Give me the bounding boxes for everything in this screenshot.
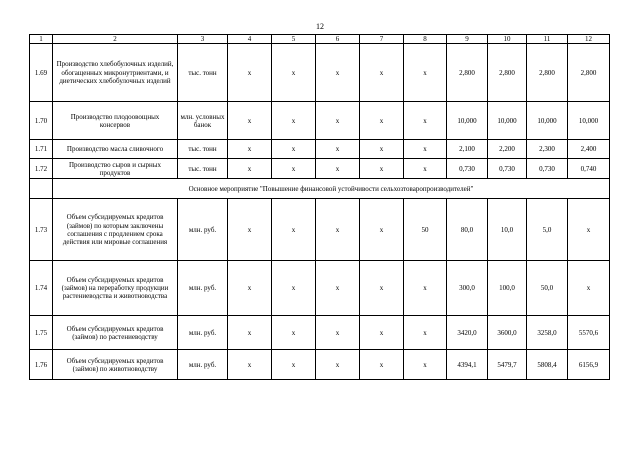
row-id: 1.72 — [30, 159, 53, 179]
cell-value: 5570,6 — [568, 316, 610, 350]
indicator-name: Объем субсидируемых кредитов (займов) на переработку продукции растениеводства и животноводства — [53, 261, 178, 316]
cell-value: 50,0 — [527, 261, 568, 316]
cell-value: 10,000 — [568, 102, 610, 140]
cell-value: х — [272, 261, 316, 316]
table-row — [30, 44, 610, 102]
cell-value: 0,730 — [527, 159, 568, 179]
table-row — [30, 316, 610, 350]
cell-value: х — [360, 199, 404, 261]
cell-value: х — [228, 199, 272, 261]
cell-value: х — [228, 261, 272, 316]
cell-value: х — [360, 159, 404, 179]
cell-value: х — [316, 261, 360, 316]
cell-value: 80,0 — [447, 199, 488, 261]
table-row — [30, 350, 610, 380]
cell-value: х — [404, 261, 447, 316]
cell-value: 4394,1 — [447, 350, 488, 380]
cell-value: 5479,7 — [488, 350, 527, 380]
cell-value: 2,300 — [527, 140, 568, 159]
cell-value: 0,730 — [447, 159, 488, 179]
unit: млн. условных банок — [178, 102, 228, 140]
cell-value: 2,800 — [447, 44, 488, 102]
unit: млн. руб. — [178, 316, 228, 350]
cell-value: х — [272, 140, 316, 159]
indicator-name: Объем субсидируемых кредитов (займов) по растениеводству — [53, 316, 178, 350]
cell-value: х — [272, 159, 316, 179]
cell-value: х — [316, 316, 360, 350]
unit: тыс. тонн — [178, 44, 228, 102]
cell-value: х — [404, 140, 447, 159]
cell-value: 3258,0 — [527, 316, 568, 350]
table-row — [30, 261, 610, 316]
cell-value: х — [404, 350, 447, 380]
row-id: 1.70 — [30, 102, 53, 140]
cell-value: 2,800 — [568, 44, 610, 102]
cell-value: х — [272, 316, 316, 350]
cell-value: х — [272, 350, 316, 380]
column-number: 5 — [272, 35, 316, 44]
cell-value: х — [228, 140, 272, 159]
cell-value: х — [228, 350, 272, 380]
row-id: 1.71 — [30, 140, 53, 159]
cell-value: 3420,0 — [447, 316, 488, 350]
row-id: 1.74 — [30, 261, 53, 316]
cell-value: 10,000 — [527, 102, 568, 140]
cell-value: х — [360, 350, 404, 380]
cell-value: х — [272, 44, 316, 102]
cell-value: х — [228, 316, 272, 350]
page-number: 12 — [316, 22, 324, 31]
cell-value: 10,000 — [488, 102, 527, 140]
cell-value: х — [360, 102, 404, 140]
cell-value: х — [316, 350, 360, 380]
cell-value: 2,100 — [447, 140, 488, 159]
row-id: 1.73 — [30, 199, 53, 261]
cell-value: 2,400 — [568, 140, 610, 159]
unit: тыс. тонн — [178, 159, 228, 179]
unit: тыс. тонн — [178, 140, 228, 159]
section-id-cell — [30, 179, 53, 199]
unit: млн. руб. — [178, 350, 228, 380]
cell-value: 0,730 — [488, 159, 527, 179]
table-row — [30, 159, 610, 179]
cell-value: х — [360, 44, 404, 102]
row-id: 1.69 — [30, 44, 53, 102]
cell-value: 300,0 — [447, 261, 488, 316]
cell-value: х — [228, 159, 272, 179]
column-number: 8 — [404, 35, 447, 44]
cell-value: х — [316, 199, 360, 261]
column-number: 1 — [30, 35, 53, 44]
row-id: 1.76 — [30, 350, 53, 380]
cell-value: х — [316, 140, 360, 159]
cell-value: 100,0 — [488, 261, 527, 316]
cell-value: 5808,4 — [527, 350, 568, 380]
cell-value: 2,800 — [488, 44, 527, 102]
column-number: 7 — [360, 35, 404, 44]
cell-value: 10,0 — [488, 199, 527, 261]
table-row — [30, 140, 610, 159]
cell-value: 6156,9 — [568, 350, 610, 380]
cell-value: 50 — [404, 199, 447, 261]
indicator-name: Производство плодоовощных консервов — [53, 102, 178, 140]
cell-value: х — [404, 316, 447, 350]
cell-value: х — [316, 159, 360, 179]
cell-value: 0,740 — [568, 159, 610, 179]
cell-value: х — [316, 44, 360, 102]
column-number: 11 — [527, 35, 568, 44]
indicator-name: Объем субсидируемых кредитов (займов) по животноводству — [53, 350, 178, 380]
column-number-row — [30, 35, 610, 44]
cell-value: х — [568, 199, 610, 261]
section-title: Основное мероприятие "Повышение финансовой устойчивости сельхозтоваропроизводителей" — [53, 179, 610, 199]
cell-value: х — [404, 159, 447, 179]
cell-value: х — [360, 316, 404, 350]
indicators-table — [29, 34, 610, 380]
column-number: 6 — [316, 35, 360, 44]
column-number: 12 — [568, 35, 610, 44]
indicator-name: Производство хлебобулочных изделий, обогащенных микронутриентами, и диетических хлебобулочных изделий — [53, 44, 178, 102]
column-number: 10 — [488, 35, 527, 44]
cell-value: х — [568, 261, 610, 316]
cell-value: х — [316, 102, 360, 140]
cell-value: х — [272, 102, 316, 140]
row-id: 1.75 — [30, 316, 53, 350]
indicator-name: Объем субсидируемых кредитов (займов) по которым заключены соглашения с продлением срока действия или мировые соглашения — [53, 199, 178, 261]
column-number: 4 — [228, 35, 272, 44]
column-number: 2 — [53, 35, 178, 44]
unit: млн. руб. — [178, 261, 228, 316]
cell-value: 3600,0 — [488, 316, 527, 350]
cell-value: 5,0 — [527, 199, 568, 261]
cell-value: 10,000 — [447, 102, 488, 140]
indicator-name: Производство сыров и сырных продуктов — [53, 159, 178, 179]
cell-value: х — [272, 199, 316, 261]
unit: млн. руб. — [178, 199, 228, 261]
cell-value: 2,800 — [527, 44, 568, 102]
cell-value: х — [404, 102, 447, 140]
cell-value: х — [228, 102, 272, 140]
cell-value: х — [228, 44, 272, 102]
section-row — [30, 179, 610, 199]
cell-value: х — [360, 140, 404, 159]
table-row — [30, 199, 610, 261]
column-number: 3 — [178, 35, 228, 44]
column-number: 9 — [447, 35, 488, 44]
cell-value: х — [404, 44, 447, 102]
table-row — [30, 102, 610, 140]
cell-value: х — [360, 261, 404, 316]
indicator-name: Производство масла сливочного — [53, 140, 178, 159]
cell-value: 2,200 — [488, 140, 527, 159]
